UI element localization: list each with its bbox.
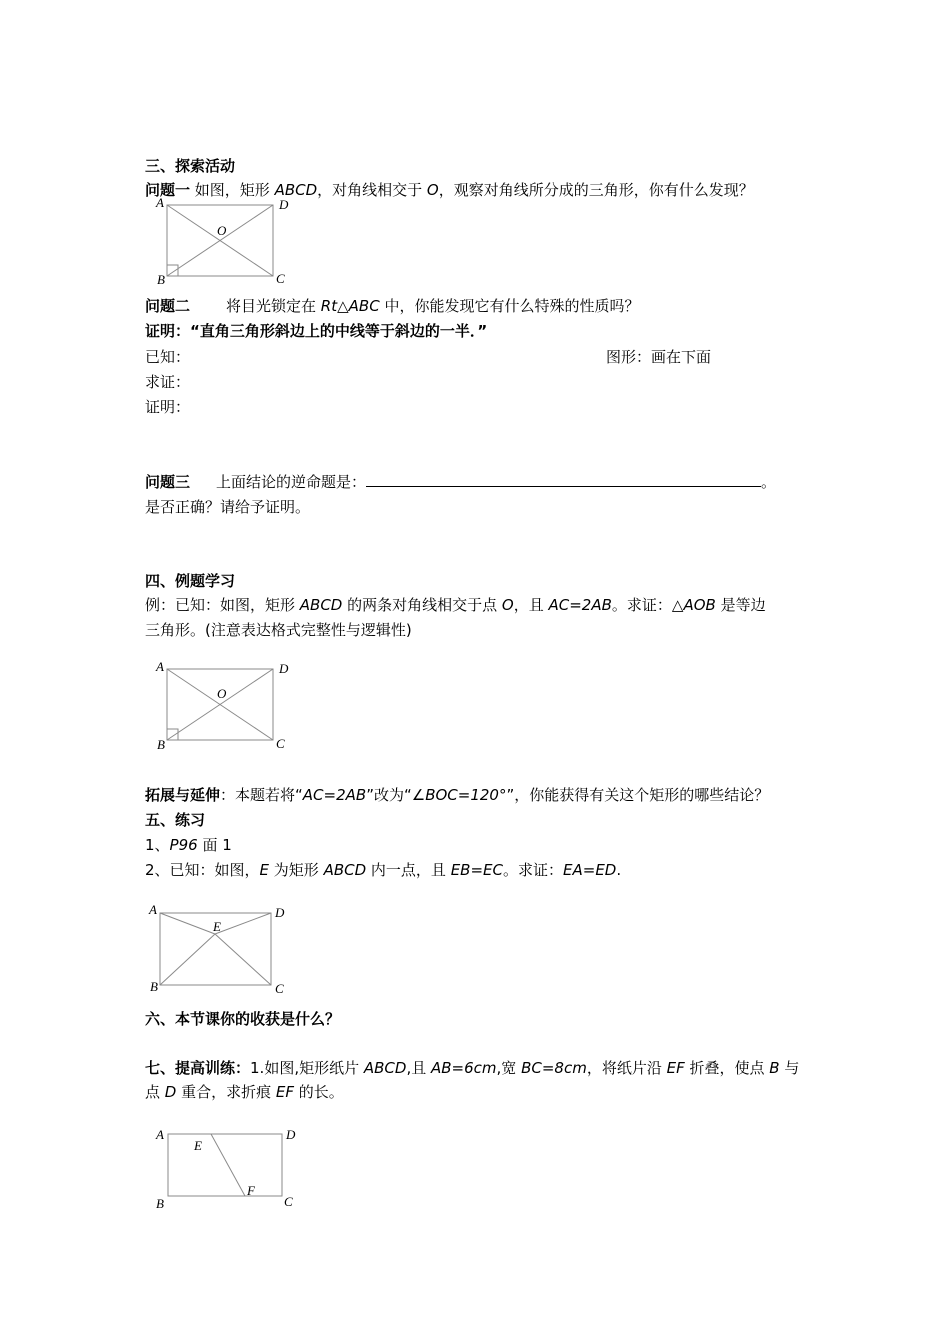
- exercise-item-1: [145, 835, 232, 855]
- question2-label: 问题二: [145, 297, 191, 315]
- proof-label: 证明：: [145, 398, 191, 416]
- fig1-label-a: A: [156, 195, 164, 210]
- question3-label: 问题三: [145, 473, 191, 491]
- ext-text-d: BOC=120°: [425, 786, 507, 804]
- t-l2e: 的长。: [294, 1083, 344, 1101]
- ext-text-a: ：本题若将“: [220, 786, 303, 804]
- t-g: ，将纸片沿: [586, 1059, 667, 1077]
- q2-text-c: 中，你能发现它有什么特殊的性质吗？: [379, 297, 640, 315]
- t-h: EF: [666, 1059, 685, 1077]
- question2: [145, 296, 639, 316]
- figure-note: 图形：画在下面: [606, 348, 712, 366]
- fig4-label-e: E: [194, 1138, 202, 1153]
- t-d: AB=6cm: [431, 1059, 497, 1077]
- q3-text: 上面结论的逆命题是：: [216, 473, 367, 491]
- rectangle-figure-4: [150, 1120, 310, 1220]
- item2-b: E: [259, 861, 270, 879]
- rectangle-figure-3: [145, 900, 305, 1000]
- ex-text-a: 例：已知：如图，矩形: [145, 596, 300, 614]
- item2-e: 内一点，且: [366, 861, 451, 879]
- fig4-label-b: B: [156, 1196, 164, 1211]
- fig1-label-o: O: [217, 223, 227, 238]
- t-k: 与: [779, 1059, 800, 1077]
- rectangle-figure-2: [150, 656, 300, 756]
- question3-line2: 是否正确？请给予证明。: [145, 498, 311, 516]
- q2-text-a: 将目光锁定在: [226, 297, 321, 315]
- training-line1: [145, 1058, 799, 1078]
- ex-text-d: O: [501, 596, 514, 614]
- q3-end: 。: [761, 473, 777, 491]
- question1-label: 问题一: [145, 181, 191, 199]
- ex-text-b: ABCD: [299, 596, 343, 614]
- rectangle-figure-1: [150, 192, 300, 292]
- t-l2a: 点: [145, 1083, 165, 1101]
- item2-c: 为矩形: [269, 861, 324, 879]
- item2-i: .: [616, 861, 622, 879]
- extension-label: 拓展与延伸: [145, 786, 221, 804]
- ex-text-e: ，且: [513, 596, 549, 614]
- item1-c: 面 1: [197, 836, 232, 854]
- fig2-label-c: C: [276, 736, 285, 751]
- fig3-label-c: C: [275, 981, 284, 996]
- ex-text-g: 。求证：△: [611, 596, 684, 614]
- fig1-label-c: C: [276, 271, 285, 286]
- q1-text-c: ，对角线相交于: [317, 181, 427, 199]
- item2-d: ABCD: [323, 861, 367, 879]
- fig4-label-c: C: [284, 1194, 293, 1209]
- t-l2d: EF: [275, 1083, 294, 1101]
- item1-a: 1、: [145, 836, 170, 854]
- q1-text-b: ABCD: [274, 181, 318, 199]
- fig4-label-a: A: [156, 1127, 164, 1142]
- example-line2: 三角形。(注意表达格式完整性与逻辑性): [145, 621, 412, 639]
- t-i: 折叠，使点: [684, 1059, 770, 1077]
- t-b: ABCD: [363, 1059, 407, 1077]
- fig1-label-d: D: [279, 197, 289, 212]
- q2-text-b: Rt△ABC: [320, 297, 380, 315]
- ex-text-i: 是等边: [715, 596, 766, 614]
- section4-heading: 四、例题学习: [145, 572, 236, 590]
- answer-blank: [366, 472, 761, 487]
- fig3-label-a: A: [149, 902, 157, 917]
- section5-heading: 五、练习: [145, 811, 206, 829]
- q1-text-d: O: [426, 181, 439, 199]
- section3-heading: 三、探索活动: [145, 157, 236, 175]
- t-j: B: [769, 1059, 780, 1077]
- fig2-label-d: D: [279, 661, 289, 676]
- proof-statement: 证明：“直角三角形斜边上的中线等于斜边的一半．”: [145, 322, 488, 340]
- t-l2b: D: [164, 1083, 177, 1101]
- section7-heading: 七、提高训练：: [145, 1059, 251, 1077]
- fig3-label-b: B: [150, 979, 158, 994]
- q1-text-e: ，观察对角线所分成的三角形，你有什么发现？: [438, 181, 754, 199]
- fig2-label-o: O: [217, 686, 227, 701]
- fig3-label-d: D: [275, 905, 285, 920]
- prove-label: 求证：: [145, 373, 191, 391]
- fig2-label-b: B: [157, 737, 165, 752]
- fig2-label-a: A: [156, 659, 164, 674]
- t-a: 1.如图,矩形纸片: [250, 1059, 364, 1077]
- ext-text-c: ”改为“∠: [366, 786, 426, 804]
- exercise-item-2: [145, 860, 621, 880]
- extension-line: [145, 785, 769, 805]
- ex-text-h: AOB: [683, 596, 716, 614]
- ex-text-f: AC=2AB: [548, 596, 612, 614]
- fig3-label-e: E: [213, 919, 221, 934]
- item2-g: 。求证：: [503, 861, 564, 879]
- known-label: 已知：: [145, 348, 191, 366]
- t-c: ,且: [406, 1059, 431, 1077]
- fig4-label-d: D: [286, 1127, 296, 1142]
- fig4-label-f: F: [247, 1183, 255, 1198]
- ex-text-c: 的两条对角线相交于点: [342, 596, 502, 614]
- example-line1: [145, 595, 766, 615]
- t-f: BC=8cm: [521, 1059, 587, 1077]
- item2-a: 2、已知：如图，: [145, 861, 260, 879]
- training-line2: [145, 1082, 344, 1102]
- item2-h: EA=ED: [563, 861, 617, 879]
- ext-text-e: ”，你能获得有关这个矩形的哪些结论？: [506, 786, 770, 804]
- t-l2c: 重合，求折痕: [176, 1083, 276, 1101]
- t-e: ,宽: [496, 1059, 522, 1077]
- question3: [145, 472, 776, 492]
- item1-b: P96: [169, 836, 198, 854]
- fig1-label-b: B: [157, 272, 165, 287]
- q1-text-a: 如图，矩形: [190, 181, 275, 199]
- ext-text-b: AC=2AB: [302, 786, 367, 804]
- section6-heading: 六、本节课你的收获是什么？: [145, 1010, 341, 1028]
- item2-f: EB=EC: [450, 861, 503, 879]
